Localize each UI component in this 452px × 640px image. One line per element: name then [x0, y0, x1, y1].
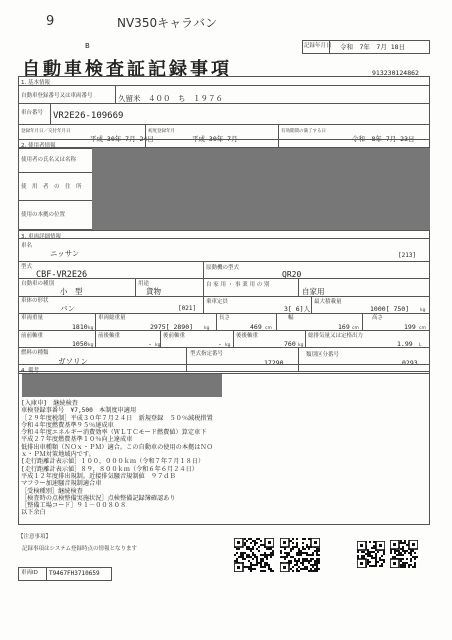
doc-number: 913230124862	[372, 69, 419, 77]
remark-line: [入庫申] 継続検査	[21, 400, 78, 407]
redacted-remarks	[22, 374, 222, 397]
length-value: 469	[250, 323, 262, 331]
weight-label: 車両重量	[21, 315, 44, 321]
qr-code-1	[234, 538, 274, 572]
handwritten-number: 9	[46, 14, 55, 29]
vehicle-type-value: 小 型	[60, 287, 83, 296]
capacity-label: 乗車定員	[206, 299, 229, 305]
remark-line: 令和４年度エネルギー消費効率（ＷＬＴＣモード燃費値）算定車下	[21, 429, 207, 437]
height-label: 高さ	[372, 315, 384, 321]
remark-line: ｘ・ＰＭ対策地域内です。	[21, 451, 95, 459]
max-load-value: 1000[ 750]	[370, 305, 410, 313]
weight-unit: kg	[88, 326, 94, 331]
length-label: 長さ	[219, 315, 231, 321]
reg-number-label: 自動車登録番号又は車両番号	[21, 93, 93, 99]
width-unit: cm	[352, 326, 359, 331]
body-shape-label: 車体の形状	[21, 298, 49, 304]
remark-line: [走行距離計表示値］１００，０００ｋｍ（令和７年７月１８日）	[21, 458, 205, 466]
engine-value: QR20	[282, 270, 302, 279]
page-title: 自動車検査証記録事項	[22, 59, 232, 80]
rr-axle-value: 760	[284, 340, 296, 348]
remark-line: ［整備工場コード］９１－００８０８	[21, 502, 127, 510]
category-label: 類別区分番号	[306, 352, 340, 358]
remark-line: ［２９年度税制］平成３０年７月２４日 新規登録 ５０％減税措置	[21, 414, 213, 422]
body-shape-value: バン	[60, 304, 75, 313]
user-address-label: 使 用 者 の 住 所	[21, 184, 82, 190]
body-shape-code: [021]	[178, 305, 197, 312]
fuel-label: 燃料の種類	[21, 350, 49, 356]
base-location-label: 使用の本拠の位置	[21, 212, 66, 218]
record-date-value: 令和 7年 7月 18日	[340, 43, 406, 51]
remark-line: 以下余白	[21, 509, 46, 517]
length-unit: cm	[265, 326, 272, 331]
width-value: 169	[338, 323, 350, 331]
private-business-value: 自家用	[302, 287, 325, 296]
reg-number-value: 久留米 ４００ ち １９７６	[118, 94, 223, 103]
gross-weight-value: 2975[ 2890]	[150, 323, 194, 331]
section3-header: 3. 車両詳細情報	[21, 234, 61, 240]
remark-line: ［検査時の点検整備実施状況］点検整備記録簿確認あり	[21, 494, 176, 502]
remark-line: [走行距離計表示値］８９，８００ｋｍ（令和６年６月２４日）	[21, 465, 198, 473]
remark-line: 低排出車種類（ＮＯｘ・ＰＭ）適合。この自動車の使用の本拠はＮＯ	[21, 443, 213, 451]
chassis-value: VR2E26-109669	[53, 111, 124, 121]
fr-axle-unit: kg	[155, 343, 161, 348]
qr-code-3	[357, 541, 385, 568]
type-approval-value: 17290	[264, 359, 284, 367]
category-value: 0293	[402, 359, 418, 367]
engine-label: 原動機の型式	[206, 265, 240, 271]
max-load-unit: kg	[420, 308, 426, 313]
use-label: 用途	[138, 281, 150, 287]
user-name-label: 使用者の氏名又は名称	[21, 157, 77, 163]
displacement-label: 総排気量又は定格出力	[308, 333, 364, 339]
ff-axle-unit: kg	[88, 343, 94, 348]
gross-weight-unit: kg	[204, 326, 210, 331]
rr-axle-label: 後後軸重	[236, 333, 259, 339]
model-label: 型式	[21, 264, 33, 270]
displacement-value: 1.99	[397, 340, 413, 348]
height-unit: cm	[419, 326, 426, 331]
rr-axle-unit: kg	[298, 343, 304, 348]
capacity-value: 3[ 6]人	[284, 305, 311, 313]
rf-axle-value: -	[218, 340, 222, 348]
rf-axle-label: 後前軸重	[163, 333, 186, 339]
expiry-label: 有効期間の満了する日	[281, 129, 326, 134]
first-reg-label: 登録年月日／交付年月日	[21, 129, 71, 134]
ff-axle-label: 前前軸重	[21, 333, 44, 339]
private-business-label: 自 家 用 ・ 事 業 用 の 別	[206, 282, 270, 288]
remarks-list	[21, 400, 213, 517]
width-label: 幅	[288, 315, 294, 321]
use-value: 貨物	[146, 287, 161, 296]
remark-line: 令和４年度燃費基準９５％達成車	[21, 421, 114, 429]
max-load-label: 最大積載量	[314, 299, 342, 305]
initial-reg-label: 初度登録年月	[148, 129, 175, 134]
height-value: 199	[404, 323, 416, 331]
remark-line: 平成２７年度燃費基準１０％向上達成車	[21, 436, 133, 444]
vehicle-id-label: 車両ID	[21, 570, 38, 576]
record-date-label: 記録年月日	[304, 43, 332, 49]
remark-line: 平成１２年度排出規制。近接排気騒音規制値 ９７ｄＢ	[21, 472, 176, 480]
fr-axle-value: -	[148, 340, 152, 348]
maker-label: 車名	[21, 243, 33, 249]
maker-value: ニッサン	[50, 249, 80, 258]
notes-text: 記録事項はシステム登録時点の情報となります	[22, 546, 137, 552]
ff-axle-value: 1050	[72, 340, 88, 348]
fuel-value: ガソリン	[58, 357, 88, 366]
remark-line: 車検登録事番号 ¥7,500 本制度申適用	[21, 407, 137, 415]
qr-code-2	[280, 538, 320, 572]
vehicle-type-label: 自動車の種別	[21, 281, 55, 287]
redacted-user-info	[92, 148, 430, 230]
initial-reg-value: 平成 30年 7月	[192, 135, 238, 143]
fr-axle-label: 前後軸重	[98, 333, 121, 339]
displacement-unit: L	[419, 343, 422, 348]
section1-header: 1. 基本情報	[21, 80, 50, 86]
handwritten-vehicle-name: NV350キャラバン	[117, 16, 218, 30]
notes-header: 【注意事項】	[18, 534, 52, 540]
first-reg-value: 平成 30年 7月 24日	[90, 135, 154, 143]
maker-code: [213]	[398, 252, 417, 259]
section2-header: 2. 使用者情報	[21, 143, 56, 149]
rf-axle-unit: kg	[225, 343, 231, 348]
type-approval-label: 型式指定番号	[190, 351, 224, 357]
weight-value: 1810	[72, 323, 88, 331]
section4-header: 4. 備考	[21, 368, 39, 374]
remark-line: マフラー加速騒音規制適合車	[21, 480, 102, 488]
gross-weight-label: 車両総重量	[98, 315, 126, 321]
vehicle-id-value: T9467FH3710659	[49, 570, 100, 577]
chassis-label: 車台番号	[21, 110, 44, 116]
qr-code-4	[390, 540, 418, 568]
letter-b: B	[85, 42, 90, 50]
model-value: CBF-VR2E26	[36, 270, 88, 280]
expiry-value: 令和 8年 7月 23日	[352, 135, 415, 143]
remark-line: ［受検種別］継続検査	[21, 487, 83, 495]
